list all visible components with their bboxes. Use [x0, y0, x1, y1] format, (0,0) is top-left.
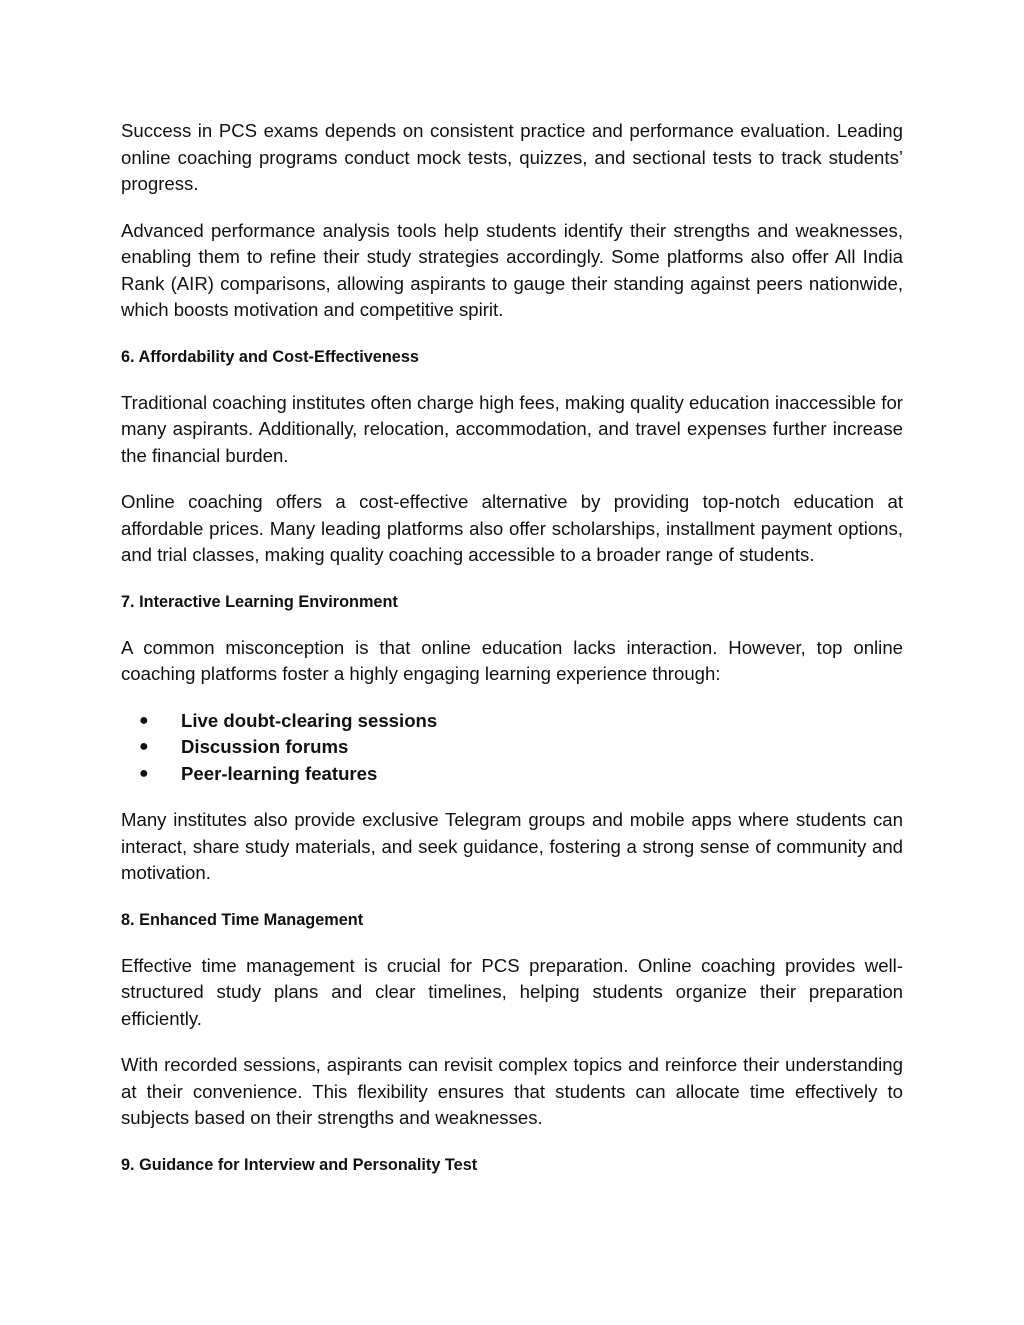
- list-item-text: Peer-learning features: [181, 762, 378, 784]
- list-item-text: Live doubt-clearing sessions: [181, 709, 438, 731]
- paragraph-recorded-sessions: With recorded sessions, aspirants can revisit complex topics and reinforce their understanding at their convenience. This flexibility ensures that students can allocate time effectively to subjects based on their strengths and weaknesses.: [121, 1054, 903, 1128]
- paragraph-cost-effective: Online coaching offers a cost-effective alternative by providing top-notch education at affordable prices. Many leading platforms also offer scholarships, installment payment options, and trial classes, making quality coaching accessible to a broader range of students.: [121, 491, 903, 565]
- paragraph-performance-analysis: Advanced performance analysis tools help students identify their strengths and weaknesses, enabling them to refine their study strategies accordingly. Some platforms also offer All India Rank (AIR) comparisons, allowing aspirants to gauge their standing against peers nationwide, which boosts motivation and competitive spirit.: [121, 219, 903, 320]
- paragraph-traditional-fees: Traditional coaching institutes often charge high fees, making quality education inaccessible for many aspirants. Additionally, relocation, accommodation, and travel expenses further increase the financial burden.: [121, 391, 903, 466]
- heading-time-management: 8. Enhanced Time Management: [121, 910, 364, 929]
- bullet-icon: ●: [139, 764, 149, 782]
- bullet-icon: ●: [139, 738, 149, 755]
- heading-affordability: 6. Affordability and Cost-Effectiveness: [121, 347, 419, 366]
- paragraph-misconception: A common misconception is that online education lacks interaction. However, top online coaching platforms foster a highly engaging learning experience through:: [121, 636, 903, 684]
- list-item: [121, 708, 903, 735]
- paragraph-study-plans: Effective time management is crucial for PCS preparation. Online coaching provides well-structured study plans and clear timelines, helping students organize their preparation efficiently.: [121, 954, 903, 1029]
- list-item: [121, 734, 903, 761]
- paragraph-telegram-groups: Many institutes also provide exclusive Telegram groups and mobile apps where students can interact, share study materials, and seek guidance, fostering a strong sense of community and motivation.: [121, 809, 903, 883]
- list-item-text: Discussion forums: [181, 736, 349, 757]
- heading-interview-guidance: 9. Guidance for Interview and Personality Test: [121, 1155, 478, 1174]
- feature-list: [121, 708, 903, 788]
- heading-interactive-learning: 7. Interactive Learning Environment: [121, 592, 398, 611]
- document-page: [121, 118, 903, 1198]
- list-item: [121, 761, 903, 788]
- paragraph-practice-evaluation: Success in PCS exams depends on consistent practice and performance evaluation. Leading online coaching programs conduct mock tests, quizzes, and sectional tests to track students’ progress.: [121, 120, 903, 194]
- bullet-icon: ●: [139, 711, 149, 729]
